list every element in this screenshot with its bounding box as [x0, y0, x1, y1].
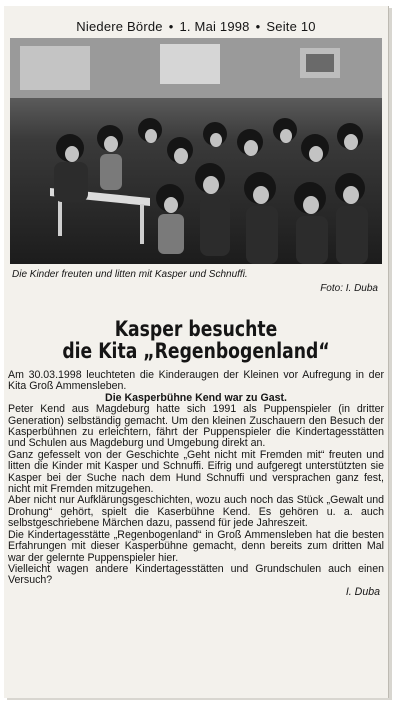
article-author: I. Duba — [345, 585, 380, 598]
headline-line-2: die Kita „Regenbogenland“ — [62, 339, 330, 363]
article-photo — [10, 38, 382, 264]
newspaper-clipping — [4, 6, 389, 698]
photo-credit: Foto: I. Duba — [320, 283, 378, 294]
article-headline — [39, 318, 354, 362]
article-subheading: Die Kasperbühne Kend war zu Gast. — [105, 391, 287, 404]
children-audience-photo — [10, 38, 382, 264]
bullet-separator: • — [255, 19, 261, 34]
article-intro: Am 30.03.1998 leuchteten die Kinderaugen der Kleinen vor Aufregung in der Kita Groß Ammensleben. — [8, 369, 384, 393]
article-paragraph: Vielleicht wagen andere Kindertagesstätten und Grundschulen auch einen Versuch? — [8, 562, 384, 587]
caption-text: Die Kinder freuten und litten mit Kasper und Schnuffi. — [12, 269, 248, 280]
masthead — [4, 6, 388, 34]
masthead-section: Niedere Börde — [76, 19, 163, 34]
masthead-page: Seite 10 — [266, 19, 316, 34]
headline-line-1: Kasper besuchte — [114, 317, 278, 341]
photo-caption — [12, 268, 382, 302]
article-paragraph: Die Kindertagesstätte „Regenbogenland“ in Groß Ammensleben hat die besten Erfahrungen mit dieser Kasperbühne gemacht, denn bereits zum dritten Mal war der gelernte Puppenspieler hier. — [8, 528, 384, 564]
article-body — [8, 370, 384, 598]
bullet-separator: • — [168, 19, 174, 34]
article-paragraph: Peter Kend aus Magdeburg hatte sich 1991 als Puppenspieler (in dritter Generation) selbständig gemacht. Um den kleinen Zuschauern den Besuch der Kasperbühnen zu erleichtern, fährt der Puppenspieler die Kindertagesstätten und Schulen aus Magdeburg und Umgebung direkt an. — [8, 403, 384, 450]
article-paragraph: Aber nicht nur Aufklärungsgeschichten, wozu auch noch das Stück „Gewalt und Drohung“ gehört, spielt die Kaserbühne Kend. Es gehören u. a. auch selbstgeschriebene Märchen dazu, passend für jede Jahreszeit. — [8, 494, 384, 530]
article-paragraph: Ganz gefesselt von der Geschichte „Geht nicht mit Fremden mit“ freuten und litten die Kinder mit Kasper und Schnuffi. Eifrig und aufgeregt unterstützten sie Kasper bei der Suche nach dem Hund Schnuffi und versprachen ganz fest, nicht mit Fremden mitzugehen. — [8, 448, 384, 496]
masthead-date: 1. Mai 1998 — [179, 19, 250, 34]
